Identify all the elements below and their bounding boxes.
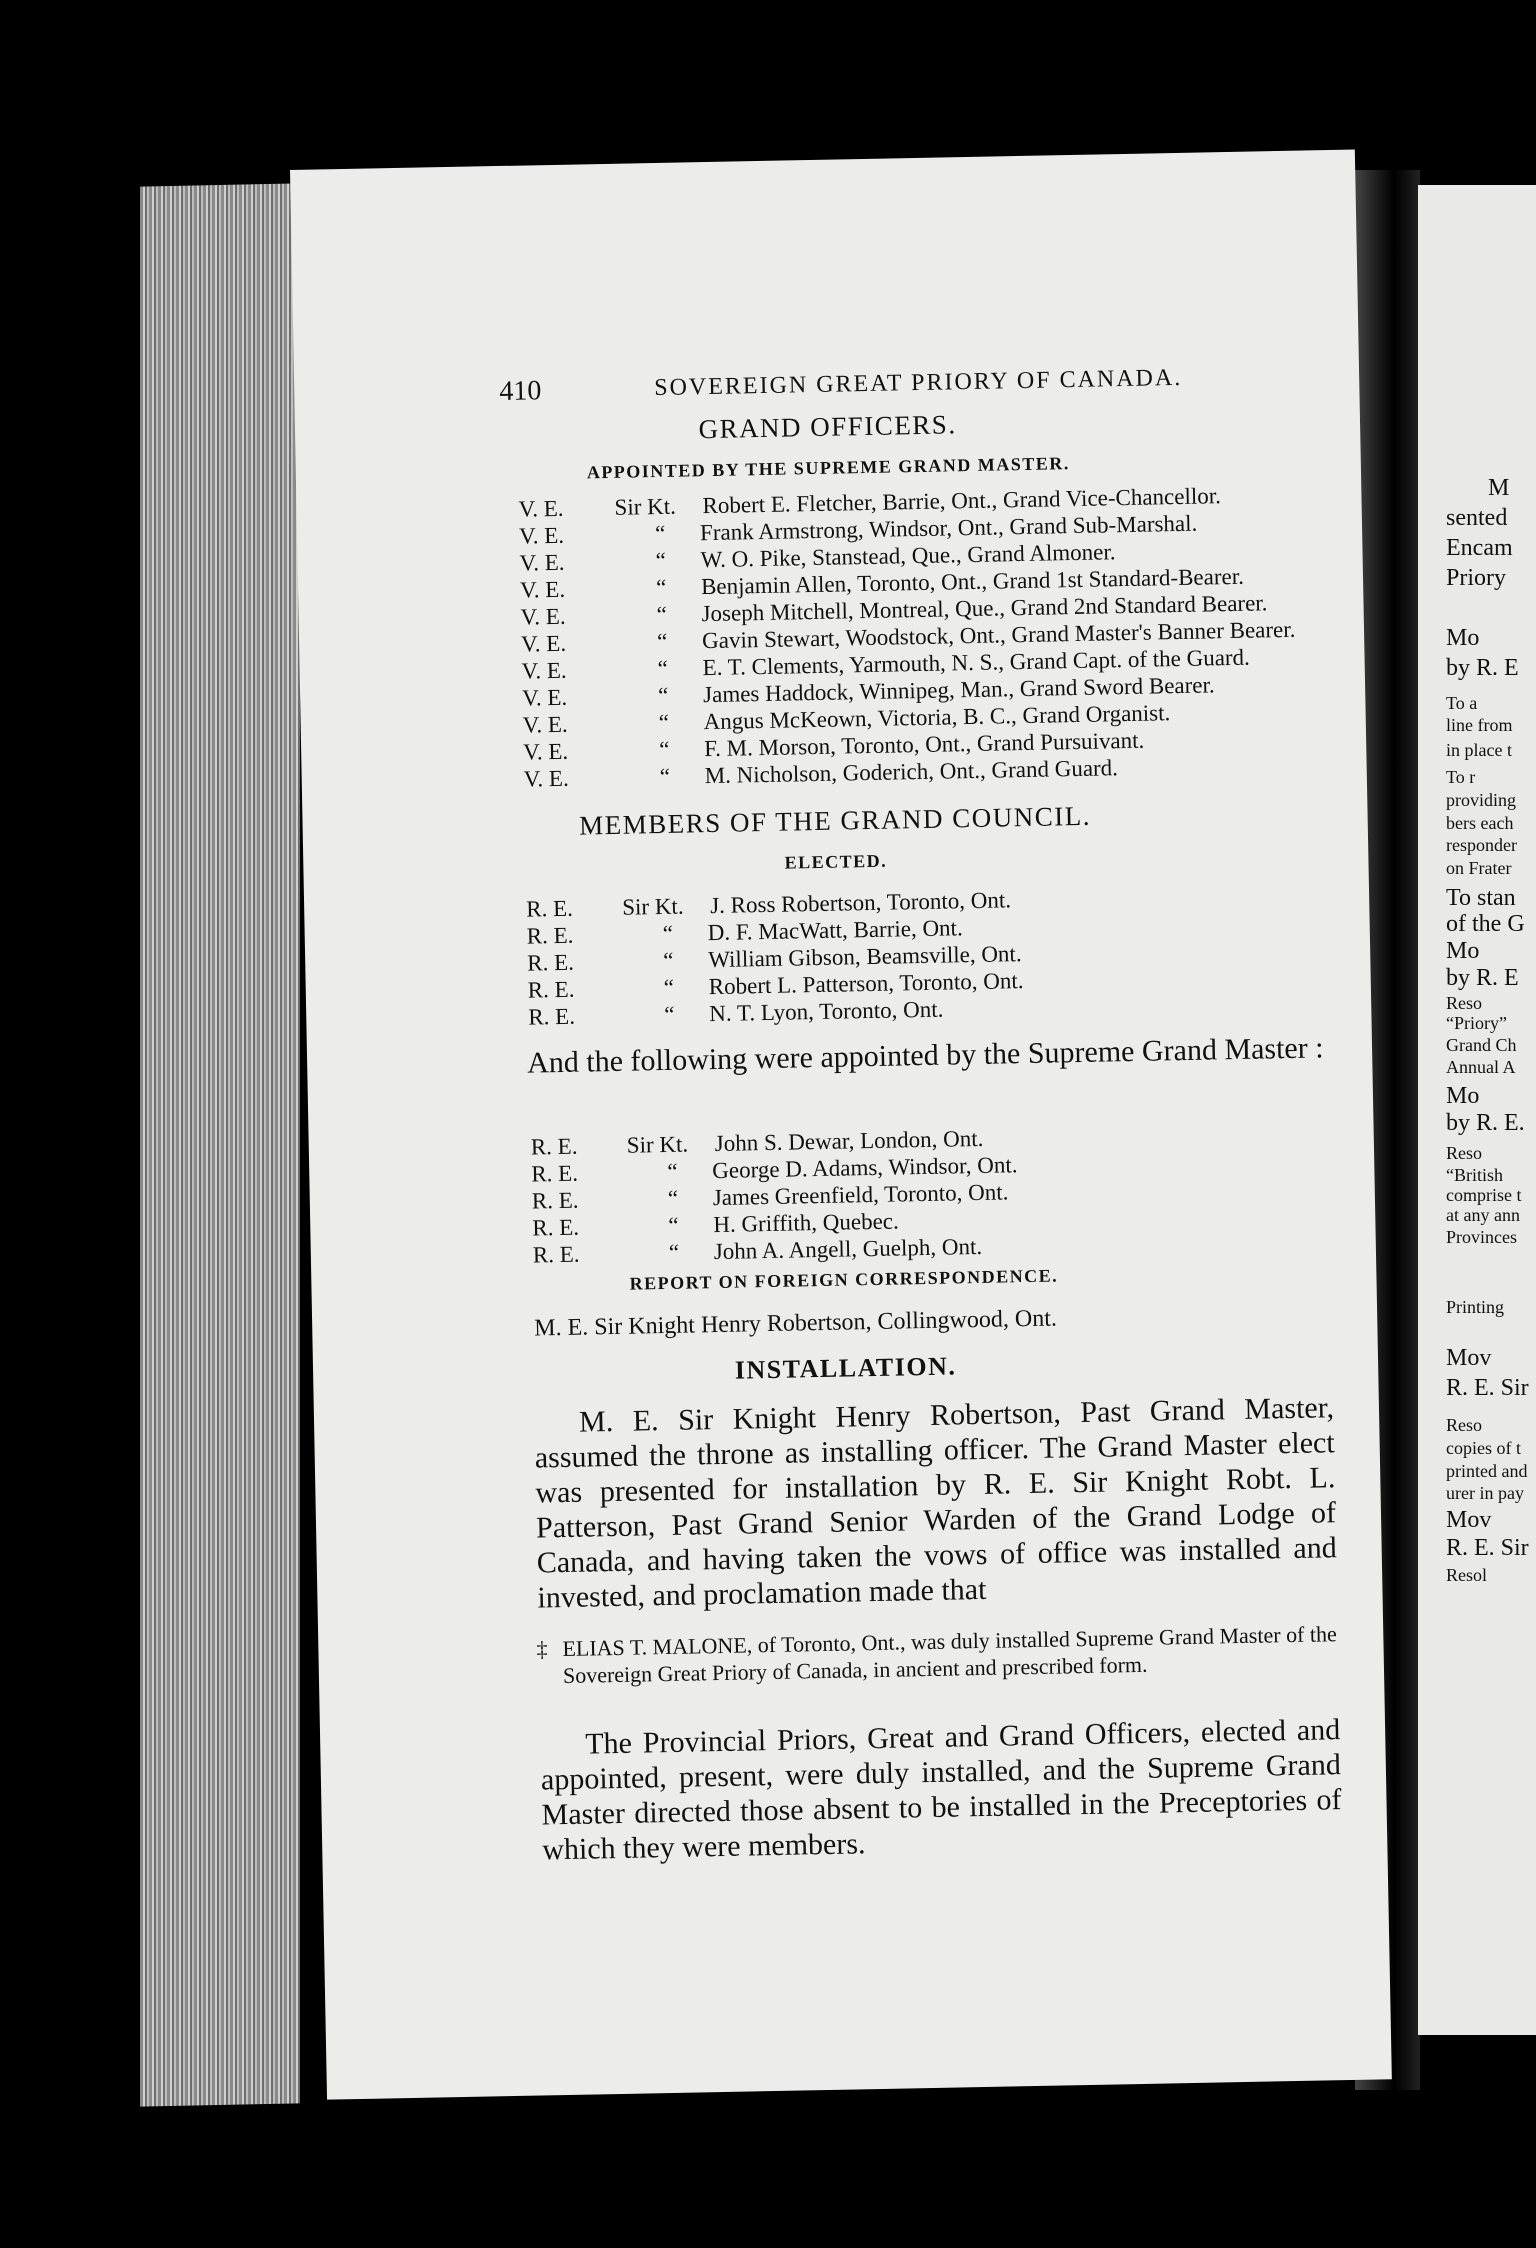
- facing-page-fragment: R. E. Sir: [1446, 1535, 1529, 1561]
- grand-officers-subtitle: APPOINTED BY THE SUPREME GRAND MASTER.: [586, 453, 1070, 483]
- list-item: R. E. “ Robert L. Patterson, Toronto, Ont.: [527, 968, 1024, 1003]
- list-item: V. E. “ Angus McKeown, Victoria, B. C., Grand Organist.: [522, 700, 1171, 738]
- facing-page-fragment: Mo: [1446, 1083, 1480, 1109]
- facing-page-fragment: printed and: [1446, 1461, 1528, 1481]
- list-item: R. E. “ William Gibson, Beamsville, Ont.: [527, 941, 1022, 976]
- facing-page-fragment: Mo: [1446, 938, 1480, 964]
- facing-page-fragment: Reso: [1446, 993, 1482, 1013]
- list-item: V. E. “ Joseph Mitchell, Montreal, Que., Grand 2nd Standard Bearer.: [520, 590, 1268, 630]
- facing-page-fragment: Reso: [1446, 1143, 1482, 1163]
- facing-page-fragment: bers each: [1446, 813, 1514, 833]
- facing-page-fragment: responder: [1446, 835, 1517, 855]
- facing-page-fragment: at any ann: [1446, 1205, 1520, 1225]
- grand-council-subtitle: ELECTED.: [784, 850, 888, 873]
- foreign-correspondence-title: REPORT ON FOREIGN CORRESPONDENCE.: [629, 1265, 1059, 1294]
- scan-border: [0, 0, 140, 2248]
- facing-page-fragment: Resol: [1446, 1565, 1488, 1585]
- installation-paragraph-2: The Provincial Priors, Great and Grand Officers, elected and appointed, present, were duly installed, and the Supreme Grand Master directed those absent to be installed in the Preceptories of which they were members.: [540, 1713, 1342, 1867]
- facing-page-fragment: comprise t: [1446, 1185, 1522, 1205]
- facing-page-fragment: To stan: [1446, 885, 1516, 911]
- grand-council-appointed-list: [531, 1124, 1020, 1268]
- facing-page-fragment: urer in pay: [1446, 1483, 1524, 1503]
- facing-page-fragment: Reso: [1446, 1415, 1482, 1435]
- list-item: V. E. Sir Kt. Robert E. Fletcher, Barrie, Ont., Grand Vice-Chancellor.: [518, 483, 1222, 522]
- facing-page-fragment: Provinces: [1446, 1227, 1517, 1247]
- dagger-mark: ‡: [536, 1636, 548, 1662]
- facing-page-fragment: Encam: [1446, 535, 1513, 561]
- list-item: V. E. “ F. M. Morson, Toronto, Ont., Grand Pursuivant.: [522, 727, 1145, 765]
- grand-council-elected-list: [526, 886, 1024, 1030]
- grand-officers-title: GRAND OFFICERS.: [698, 409, 957, 445]
- list-item: V. E. “ Gavin Stewart, Woodstock, Ont., Grand Master's Banner Bearer.: [520, 616, 1296, 657]
- book-page-edges: [140, 183, 300, 2106]
- installation-title: INSTALLATION.: [734, 1351, 957, 1385]
- facing-page-fragment: sented: [1446, 505, 1508, 531]
- list-item: V. E. “ M. Nicholson, Goderich, Ont., Grand Guard.: [523, 755, 1119, 792]
- list-item: R. E. Sir Kt. John S. Dewar, London, Ont.: [530, 1125, 984, 1160]
- facing-page-fragment: of the G: [1446, 911, 1525, 937]
- facing-page-fragment: R. E. Sir: [1446, 1375, 1529, 1401]
- list-item: R. E. “ George D. Adams, Windsor, Ont.: [531, 1152, 1018, 1187]
- list-item: R. E. “ H. Griffith, Quebec.: [532, 1208, 899, 1241]
- document-page: [290, 150, 1392, 2100]
- facing-page-fragment: Mov: [1446, 1345, 1492, 1371]
- facing-page-fragment: Priory: [1446, 565, 1506, 591]
- list-item: V. E. “ Frank Armstrong, Windsor, Ont., Grand Sub-Marshal.: [518, 510, 1198, 549]
- facing-page-fragment: in place t: [1446, 740, 1512, 760]
- facing-page-fragment: providing: [1446, 790, 1516, 810]
- facing-page-fragment: To a: [1446, 693, 1478, 713]
- facing-page-fragment: Grand Ch: [1446, 1035, 1517, 1055]
- facing-page-fragment: Printing: [1446, 1297, 1505, 1317]
- facing-page-fragment: copies of t: [1446, 1438, 1521, 1458]
- facing-page-fragment: M: [1488, 475, 1510, 501]
- list-item: V. E. “ W. O. Pike, Stanstead, Que., Grand Almoner.: [519, 539, 1116, 576]
- proclamation: [536, 1620, 1349, 1689]
- running-title: SOVEREIGN GREAT PRIORY OF CANADA.: [654, 364, 1183, 402]
- installation-paragraph-1: M. E. Sir Knight Henry Robertson, Past Grand Master, assumed the throne as installing officer. The Grand Master elect was presented for installation by R. E. Sir Knight Robt. L. Patterson, Past Grand Senior Warden of the Grand Lodge of Canada, and having taken the vows of office was installed and invested, and proclamation made that: [534, 1391, 1337, 1615]
- list-item: V. E. “ Benjamin Allen, Toronto, Ont., Grand 1st Standard-Bearer.: [519, 563, 1245, 603]
- facing-page-fragment: line from: [1446, 715, 1513, 735]
- list-item: V. E. “ James Haddock, Winnipeg, Man., Grand Sword Bearer.: [521, 672, 1215, 711]
- list-item: V. E. “ E. T. Clements, Yarmouth, N. S., Grand Capt. of the Guard.: [521, 644, 1251, 684]
- facing-page-fragment: Annual A: [1446, 1057, 1516, 1077]
- facing-page-fragment: by R. E: [1446, 655, 1519, 681]
- facing-page-fragment: by R. E.: [1446, 1110, 1525, 1136]
- facing-page-fragment: To r: [1446, 767, 1476, 787]
- facing-page-fragment: “Priory”: [1446, 1013, 1507, 1033]
- appointed-intro: And the following were appointed by the Supreme Grand Master :: [526, 1031, 1324, 1080]
- grand-council-title: MEMBERS OF THE GRAND COUNCIL.: [578, 800, 1092, 841]
- foreign-correspondence-text: M. E. Sir Knight Henry Robertson, Collingwood, Ont.: [534, 1305, 1058, 1342]
- list-item: R. E. “ N. T. Lyon, Toronto, Ont.: [528, 996, 944, 1030]
- facing-page-fragment: by R. E: [1446, 965, 1519, 991]
- list-item: R. E. “ D. F. MacWatt, Barrie, Ont.: [526, 915, 963, 949]
- facing-page-fragment: Mov: [1446, 1507, 1492, 1533]
- facing-page-fragment: on Frater: [1446, 858, 1512, 878]
- list-item: R. E. “ John A. Angell, Guelph, Ont.: [532, 1233, 983, 1268]
- proclamation-text: ELIAS T. MALONE, of Toronto, Ont., was duly installed Supreme Grand Master of the Sovereign Great Priory of Canada, in ancient and prescribed form.: [562, 1621, 1337, 1689]
- facing-page: [1418, 185, 1536, 2035]
- facing-page-fragment: Mo: [1446, 625, 1480, 651]
- list-item: R. E. Sir Kt. J. Ross Robertson, Toronto, Ont.: [525, 887, 1012, 922]
- facing-page-fragment: “British: [1446, 1165, 1503, 1185]
- list-item: R. E. “ James Greenfield, Toronto, Ont.: [531, 1179, 1009, 1214]
- grand-officers-list: [518, 481, 1298, 793]
- page-number: 410: [498, 375, 542, 408]
